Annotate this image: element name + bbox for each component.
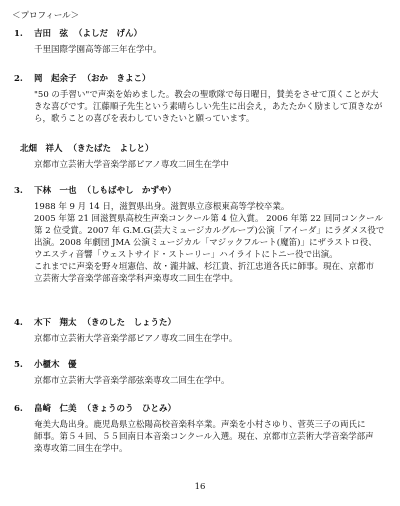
- body-line: これまでに声楽を野々垣憲信、故・瀧井誠、杉江貴、折江忠道各氏に師事。現在、京都市: [34, 262, 375, 272]
- entry-name: 木下 翔太: [34, 318, 77, 328]
- page-number: 16: [194, 482, 206, 492]
- body-line: 第 2 位受賞。2007 年 G.M.G(芸大ミュージカルグループ)公演「アイーダ」にラダメス役で: [34, 226, 385, 236]
- entry-body: [34, 201, 388, 285]
- entry-reading: （よしだ げん）: [74, 29, 143, 39]
- entry-name-line: [14, 74, 388, 85]
- entry-name: 北畑 祥人: [20, 144, 63, 154]
- body-line: "50 の手習い"で声楽を始めました。教会の聖歌隊で毎日曜日，賛美をさせて頂くことが大: [34, 90, 379, 100]
- entry-name-line: [20, 144, 386, 155]
- body-line: ら，歌うことの喜びを表わしていきたいと願っています。: [34, 114, 255, 124]
- entry-name-line: [14, 404, 388, 415]
- profile-entry-1: [14, 29, 388, 56]
- entry-number: 5.: [14, 360, 23, 370]
- entry-number: 4.: [14, 318, 23, 328]
- entry-reading: （しもばやし かずや）: [82, 186, 177, 196]
- entry-reading: （きょうのう ひとみ）: [82, 404, 177, 414]
- entry-number: 2.: [14, 74, 23, 84]
- body-line: 千里国際学園高等部三年在学中。: [34, 45, 162, 55]
- entry-name: 下林 一也: [34, 186, 77, 196]
- body-line: 奄美大島出身。鹿児島県立松陽高校音楽科卒業。声楽を小村さゆり、菅英三子の両氏に: [34, 420, 366, 430]
- profile-entry-2: [14, 74, 388, 125]
- entry-body: [34, 375, 388, 387]
- body-line: 京都市立芸術大学音楽学部ピアノ専攻二回生在学中。: [34, 334, 238, 344]
- profile-entry-3: [14, 186, 388, 285]
- entry-name-line: [14, 29, 388, 40]
- entry-name: 小櫃木 優: [34, 360, 77, 370]
- body-line: 立芸術大学音楽学部音楽学科声楽専攻二回生在学中。: [34, 274, 239, 284]
- body-line: 2005 年第 21 回滋賀県高校生声楽コンクール第 4 位入賞。 2006 年第 22 回同コンクール: [34, 214, 383, 224]
- entry-name: 吉田 弦: [34, 29, 69, 39]
- entry-name: 畠崎 仁美: [34, 404, 77, 414]
- entry-body: [34, 333, 388, 345]
- profile-entry-4: [14, 318, 388, 345]
- entry-name: 岡 起余子: [34, 74, 77, 84]
- body-line: 出演。2008 年劇団 JMA 公演ミュージカル「マジックフルート(魔笛)」にザラストロ役、: [34, 238, 377, 248]
- body-line: ウエスティ音響「ウェストサイド・ストーリー」ハイライトにトニー役で出演。: [34, 250, 338, 260]
- entry-body: [34, 89, 388, 125]
- profile-entry-5: [14, 360, 388, 387]
- body-line: 1988 年 9 月 14 日，滋賀県出身。滋賀県立彦根東高等学校卒業。: [34, 202, 290, 212]
- body-line: 楽専攻第二回生在学中。: [34, 444, 128, 454]
- entry-body: [34, 159, 386, 171]
- profile-entry-sub: [20, 144, 386, 171]
- entry-body: [34, 44, 388, 56]
- entry-reading: （おか きよこ）: [82, 74, 151, 84]
- body-line: 師事。第５４回、５５回南日本音楽コンクール入選。現在、京都市立芸術大学音楽学部声: [34, 432, 374, 442]
- entry-name-line: [14, 318, 388, 329]
- entry-body: [34, 419, 388, 455]
- body-line: きな喜びです。江藤順子先生という素晴らしい先生に出会え，あたたかく励まして頂きなが: [34, 102, 383, 112]
- entry-name-line: [14, 186, 388, 197]
- entry-reading: （きのした しょうた）: [82, 318, 177, 328]
- body-line: 京都市立芸術大学音楽学部ピアノ専攻二回生在学中: [34, 160, 229, 170]
- entry-name-line: [14, 360, 388, 371]
- entry-number: 6.: [14, 404, 23, 414]
- section-heading: ＜プロフィール＞: [12, 11, 80, 21]
- entry-number: 3.: [14, 186, 23, 196]
- body-line: 京都市立芸術大学音楽学部弦楽専攻二回生在学中。: [34, 376, 230, 386]
- profile-entry-6: [14, 404, 388, 455]
- entry-number: 1.: [14, 29, 23, 39]
- entry-reading: （きたばた よしと）: [68, 144, 154, 154]
